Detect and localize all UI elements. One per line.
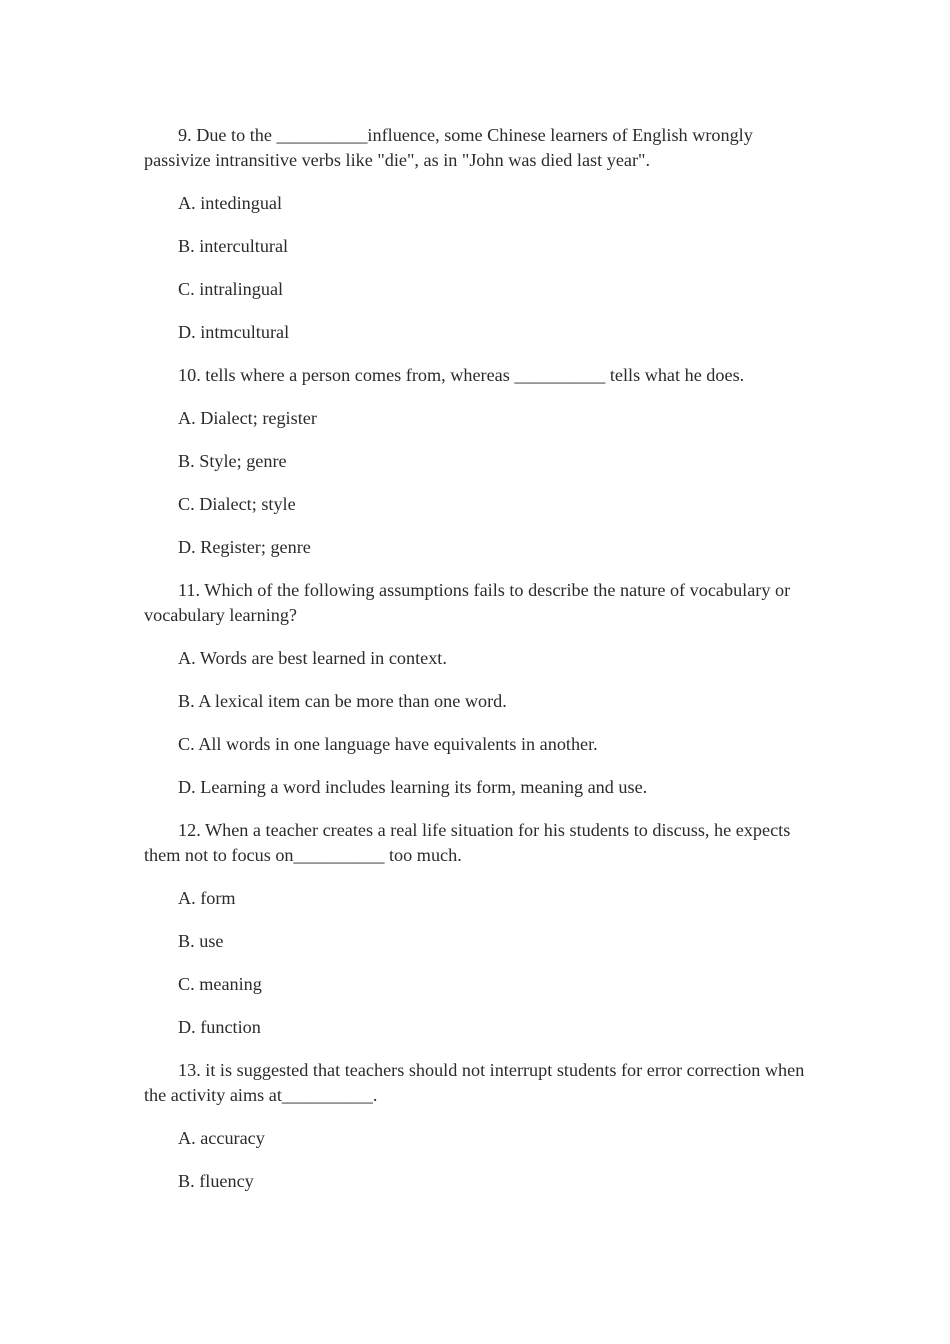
question-11-option-a: A. Words are best learned in context. <box>178 648 447 668</box>
question-10-option-c: C. Dialect; style <box>178 494 296 514</box>
question-9-option-a: A. intedingual <box>178 193 283 213</box>
question-11-option-c: C. All words in one language have equivalents in another. <box>178 734 598 754</box>
question-9-option-d: D. intmcultural <box>178 322 290 342</box>
question-12-option-c: C. meaning <box>178 974 262 994</box>
question-9-option-b: B. intercultural <box>178 236 289 256</box>
question-12-option-b: B. use <box>178 931 224 951</box>
question-11-option-b: B. A lexical item can be more than one word. <box>178 691 507 711</box>
document-page <box>144 123 810 1212</box>
question-10-stem: 10. tells where a person comes from, whereas __________ tells what he does. <box>178 365 745 385</box>
question-12-stem: 12. When a teacher creates a real life situation for his students to discuss, he expects them not to focus on__________ too much. <box>144 820 791 865</box>
question-12-option-a: A. form <box>178 888 236 908</box>
question-9-stem: 9. Due to the __________influence, some Chinese learners of English wrongly passivize intransitive verbs like "die", as in "John was died last year". <box>144 125 753 170</box>
question-11-stem: 11. Which of the following assumptions fails to describe the nature of vocabulary or vocabulary learning? <box>144 580 791 625</box>
question-10-option-b: B. Style; genre <box>178 451 287 471</box>
question-12-option-d: D. function <box>178 1017 261 1037</box>
question-9-option-c: C. intralingual <box>178 279 284 299</box>
question-10-option-a: A. Dialect; register <box>178 408 317 428</box>
question-10-option-d: D. Register; genre <box>178 537 311 557</box>
question-13-option-a: A. accuracy <box>178 1128 265 1148</box>
question-13-stem: 13. it is suggested that teachers should not interrupt students for error correction when the activity aims at__________. <box>144 1060 805 1105</box>
question-13-option-b: B. fluency <box>178 1171 254 1191</box>
question-11-option-d: D. Learning a word includes learning its form, meaning and use. <box>178 777 648 797</box>
